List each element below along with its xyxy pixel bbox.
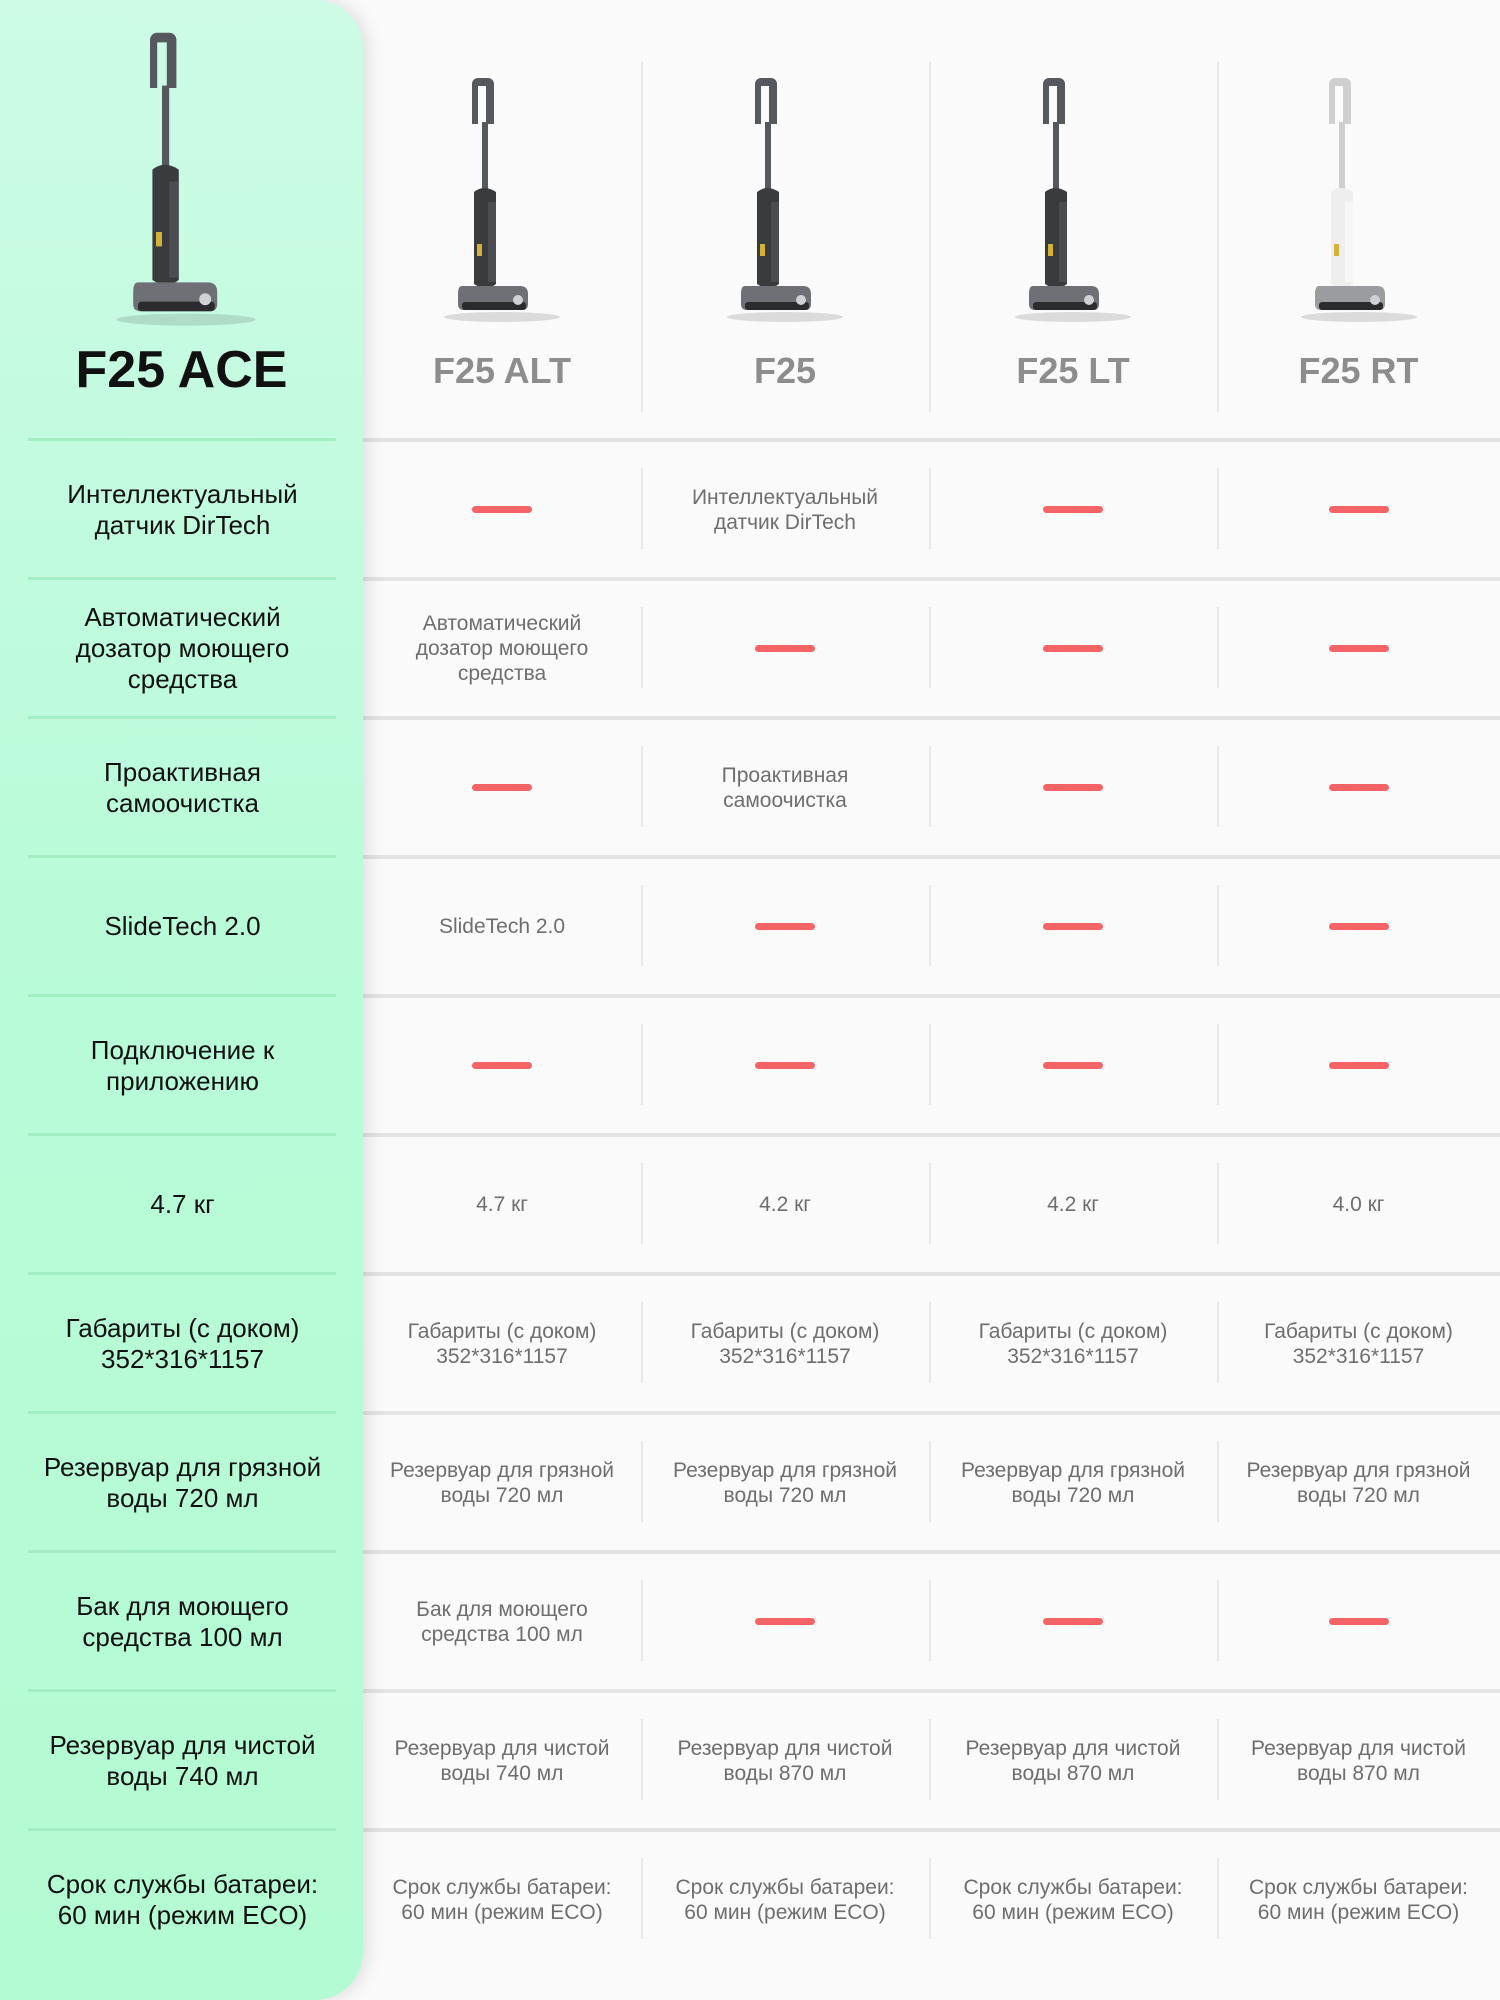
- feature-cell: [663, 1554, 907, 1689]
- feature-cell: [951, 442, 1195, 577]
- row-divider: [28, 1550, 336, 1553]
- feature-cell: [1239, 1276, 1478, 1411]
- not-available-dash: [472, 784, 532, 791]
- feature-value: 4.0 кг: [1332, 1193, 1385, 1216]
- row-divider: [28, 1411, 336, 1414]
- row-divider: [28, 1272, 336, 1275]
- feature-value: 4.2 кг: [1047, 1193, 1099, 1216]
- column-divider: [1217, 468, 1219, 549]
- column-divider: [929, 1302, 931, 1383]
- feature-value: Габариты (с доком) 352*316*1157: [690, 1319, 880, 1368]
- not-available-dash: [1043, 506, 1103, 513]
- feature-value: SlideTech 2.0: [438, 915, 566, 938]
- row-divider: [28, 994, 336, 997]
- feature-cell: [951, 1415, 1195, 1550]
- feature-value: Габариты (с доком) 352*316*1157: [1264, 1319, 1453, 1368]
- feature-cell: [385, 1832, 619, 1967]
- not-available-dash: [1329, 784, 1389, 791]
- not-available-dash: [1043, 1062, 1103, 1069]
- column-divider: [929, 1441, 931, 1522]
- feature-label: [40, 1554, 325, 1689]
- feature-cell: [951, 720, 1195, 855]
- column-divider: [641, 1719, 643, 1800]
- feature-value: Резервуар для грязной воды 720 мл: [1246, 1458, 1471, 1507]
- feature-cell: [951, 1554, 1195, 1689]
- product-image: [102, 28, 262, 328]
- column-divider: [929, 1163, 931, 1244]
- column-divider: [929, 1024, 931, 1105]
- column-divider: [641, 746, 643, 827]
- feature-cell: [385, 442, 619, 577]
- column-divider: [929, 1580, 931, 1661]
- feature-cell: [951, 859, 1195, 994]
- feature-cell: [663, 720, 907, 855]
- feature-text: Подключение к приложению: [90, 1034, 275, 1096]
- feature-value: Резервуар для грязной воды 720 мл: [672, 1458, 898, 1507]
- row-divider: [28, 1828, 336, 1831]
- not-available-dash: [1329, 923, 1389, 930]
- feature-value: Автоматический дозатор моющего средства: [415, 612, 589, 685]
- column-divider: [1217, 746, 1219, 827]
- feature-cell: [663, 998, 907, 1133]
- row-divider: [28, 438, 336, 441]
- feature-cell: [385, 581, 619, 716]
- column-divider: [641, 885, 643, 966]
- feature-value: Интеллектуальный датчик DirTech: [691, 485, 879, 534]
- feature-text: Габариты (с доком) 352*316*1157: [65, 1312, 300, 1374]
- feature-value: Срок службы батареи: 60 мин (режим ECO): [392, 1875, 612, 1924]
- feature-value: Срок службы батареи: 60 мин (режим ECO): [675, 1875, 895, 1924]
- product-name: F25 ALT: [432, 350, 571, 391]
- feature-cell: [1239, 1832, 1478, 1967]
- column-divider: [641, 1580, 643, 1661]
- feature-value: 4.2 кг: [759, 1193, 811, 1216]
- row-divider: [28, 577, 336, 580]
- feature-cell: [663, 1137, 907, 1272]
- feature-cell: [1239, 720, 1478, 855]
- column-divider: [1217, 1024, 1219, 1105]
- product-name: F25 LT: [1016, 350, 1130, 391]
- column-divider: [641, 1858, 643, 1939]
- feature-cell: [385, 859, 619, 994]
- feature-label: [40, 859, 325, 994]
- not-available-dash: [472, 506, 532, 513]
- feature-cell: [385, 1693, 619, 1828]
- feature-text: Проактивная самоочистка: [104, 756, 261, 818]
- not-available-dash: [1043, 784, 1103, 791]
- row-divider: [28, 1133, 336, 1136]
- not-available-dash: [755, 923, 815, 930]
- column-divider: [929, 746, 931, 827]
- row-divider: [28, 855, 336, 858]
- column-divider: [929, 607, 931, 688]
- feature-cell: [663, 1693, 907, 1828]
- product-name: F25: [753, 350, 817, 391]
- column-divider: [1217, 62, 1219, 412]
- product-image: [1003, 74, 1143, 334]
- feature-label: [40, 1832, 325, 1967]
- feature-cell: [1239, 1415, 1478, 1550]
- feature-cell: [951, 998, 1195, 1133]
- feature-cell: [951, 1693, 1195, 1828]
- feature-cell: [663, 1276, 907, 1411]
- feature-cell: [663, 581, 907, 716]
- feature-value: Срок службы батареи: 60 мин (режим ECO): [963, 1875, 1183, 1924]
- not-available-dash: [755, 1618, 815, 1625]
- feature-cell: [663, 1832, 907, 1967]
- not-available-dash: [472, 1062, 532, 1069]
- feature-value: Резервуар для чистой воды 870 мл: [1251, 1736, 1466, 1785]
- column-divider: [641, 607, 643, 688]
- product-header: [929, 0, 1217, 438]
- row-divider: [28, 1689, 336, 1692]
- column-divider: [1217, 607, 1219, 688]
- feature-value: Резервуар для грязной воды 720 мл: [960, 1458, 1186, 1507]
- not-available-dash: [1043, 1618, 1103, 1625]
- product-header-featured: [0, 0, 363, 438]
- feature-value: Резервуар для чистой воды 870 мл: [965, 1736, 1181, 1785]
- not-available-dash: [1329, 1062, 1389, 1069]
- column-divider: [641, 1302, 643, 1383]
- feature-value: 4.7 кг: [476, 1193, 528, 1216]
- column-divider: [929, 1719, 931, 1800]
- product-image: [432, 74, 572, 334]
- feature-value: Бак для моющего средства 100 мл: [416, 1597, 588, 1646]
- row-divider: [28, 716, 336, 719]
- feature-value: Резервуар для чистой воды 870 мл: [677, 1736, 893, 1785]
- column-divider: [929, 1858, 931, 1939]
- product-header: [641, 0, 929, 438]
- column-divider: [641, 468, 643, 549]
- not-available-dash: [1043, 923, 1103, 930]
- column-divider: [929, 468, 931, 549]
- product-image: [715, 74, 855, 334]
- product-header: [363, 0, 641, 438]
- feature-cell: [663, 442, 907, 577]
- feature-cell: [1239, 859, 1478, 994]
- feature-text: Бак для моющего средства 100 мл: [76, 1590, 289, 1652]
- feature-text: 4.7 кг: [150, 1189, 215, 1219]
- feature-cell: [385, 1137, 619, 1272]
- feature-value: Срок службы батареи: 60 мин (режим ECO): [1248, 1875, 1469, 1924]
- column-divider: [1217, 1302, 1219, 1383]
- feature-cell: [951, 581, 1195, 716]
- not-available-dash: [1329, 645, 1389, 652]
- feature-label: [40, 1137, 325, 1272]
- product-header: [1217, 0, 1500, 438]
- feature-cell: [385, 1276, 619, 1411]
- feature-cell: [1239, 1554, 1478, 1689]
- feature-text: Автоматический дозатор моющего средства: [75, 602, 290, 694]
- column-divider: [641, 1163, 643, 1244]
- feature-value: Габариты (с доком) 352*316*1157: [978, 1319, 1168, 1368]
- feature-text: Резервуар для чистой воды 740 мл: [49, 1729, 316, 1791]
- feature-cell: [663, 1415, 907, 1550]
- feature-cell: [951, 1137, 1195, 1272]
- feature-text: SlideTech 2.0: [104, 911, 261, 941]
- feature-cell: [385, 998, 619, 1133]
- feature-text: Интеллектуальный датчик DirTech: [67, 478, 298, 540]
- product-name: F25 ACE: [75, 341, 288, 399]
- not-available-dash: [755, 645, 815, 652]
- feature-cell: [1239, 1693, 1478, 1828]
- feature-label: [40, 1693, 325, 1828]
- column-divider: [1217, 1719, 1219, 1800]
- not-available-dash: [755, 1062, 815, 1069]
- feature-cell: [385, 1554, 619, 1689]
- product-name: F25 RT: [1298, 350, 1419, 391]
- product-image: [1289, 74, 1429, 334]
- feature-label: [40, 720, 325, 855]
- column-divider: [929, 62, 931, 412]
- feature-text: Срок службы батареи: 60 мин (режим ECO): [46, 1868, 319, 1930]
- feature-cell: [1239, 998, 1478, 1133]
- not-available-dash: [1329, 506, 1389, 513]
- feature-cell: [951, 1276, 1195, 1411]
- feature-value: Проактивная самоочистка: [721, 763, 849, 812]
- feature-cell: [663, 859, 907, 994]
- feature-cell: [951, 1832, 1195, 1967]
- column-divider: [1217, 885, 1219, 966]
- feature-cell: [385, 720, 619, 855]
- feature-cell: [385, 1415, 619, 1550]
- column-divider: [1217, 1441, 1219, 1522]
- column-divider: [1217, 1858, 1219, 1939]
- feature-value: Резервуар для грязной воды 720 мл: [389, 1458, 615, 1507]
- featured-product-column: [0, 0, 363, 2000]
- feature-label: [40, 581, 325, 716]
- feature-cell: [1239, 1137, 1478, 1272]
- column-divider: [641, 62, 643, 412]
- feature-label: [40, 998, 325, 1133]
- feature-label: [40, 1415, 325, 1550]
- feature-cell: [1239, 581, 1478, 716]
- column-divider: [1217, 1580, 1219, 1661]
- feature-cell: [1239, 442, 1478, 577]
- feature-value: Габариты (с доком) 352*316*1157: [407, 1319, 597, 1368]
- not-available-dash: [1329, 1618, 1389, 1625]
- column-divider: [641, 1024, 643, 1105]
- column-divider: [641, 1441, 643, 1522]
- feature-label: [40, 442, 325, 577]
- column-divider: [929, 885, 931, 966]
- not-available-dash: [1043, 645, 1103, 652]
- feature-label: [40, 1276, 325, 1411]
- column-divider: [1217, 1163, 1219, 1244]
- feature-text: Резервуар для грязной воды 720 мл: [43, 1451, 322, 1513]
- feature-value: Резервуар для чистой воды 740 мл: [394, 1736, 610, 1785]
